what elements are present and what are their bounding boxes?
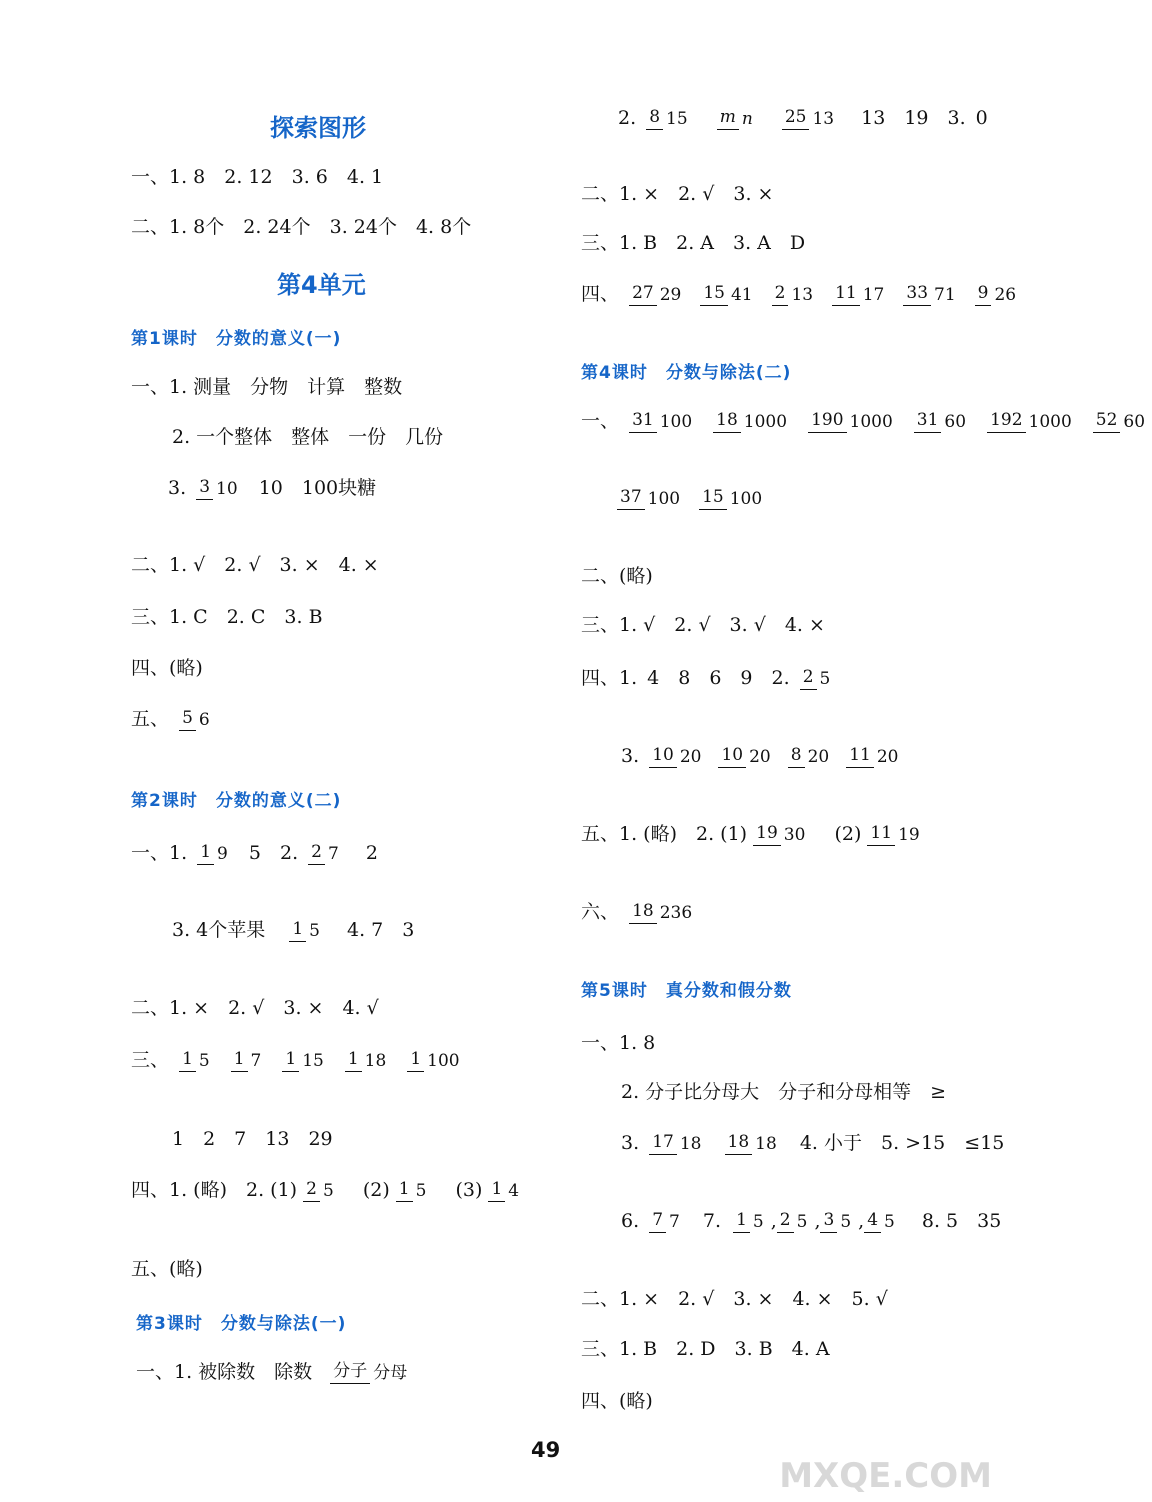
fraction-list xyxy=(175,1050,467,1072)
fraction xyxy=(788,746,832,768)
fraction: 7 7 xyxy=(649,1211,683,1233)
fraction-list xyxy=(625,411,1152,433)
numerator: 33 xyxy=(903,284,931,306)
lesson3-line-1 xyxy=(136,1362,414,1384)
separator: , xyxy=(814,1210,821,1233)
fraction: 2 5 xyxy=(800,668,834,690)
lesson5-line-7: 四、(略) xyxy=(581,1390,653,1412)
fraction: 1 9 xyxy=(197,843,231,865)
lesson1-line-5: 三、1. C 2. C 3. B xyxy=(131,606,323,628)
denominator: 100 xyxy=(729,488,763,509)
fraction-list xyxy=(727,1211,902,1233)
fraction xyxy=(713,411,790,433)
unit-title: 第4单元 xyxy=(277,271,366,299)
lesson5-line-4 xyxy=(621,1211,1001,1233)
numerator: 31 xyxy=(914,411,942,433)
lesson5-title: 第5课时 真分数和假分数 xyxy=(581,981,792,1001)
lesson3-line-4: 三、1. B 2. A 3. A D xyxy=(581,232,806,254)
numerator: 15 xyxy=(699,488,727,510)
lesson3-line-3: 二、1. × 2. √ 3. × xyxy=(581,183,774,205)
denominator: 20 xyxy=(876,746,899,767)
lesson3-title: 第3课时 分数与除法(一) xyxy=(136,1314,347,1334)
separator: , xyxy=(770,1210,777,1233)
fraction-list xyxy=(645,746,905,768)
denominator: 7 xyxy=(250,1050,262,1071)
text: 4. 7 3 xyxy=(347,919,415,942)
denominator: 15 xyxy=(302,1050,324,1071)
denominator: 17 xyxy=(862,284,885,305)
numerator: 192 xyxy=(987,411,1025,433)
text: (2) xyxy=(362,1179,390,1202)
lesson2-line-5: 1 2 7 13 29 xyxy=(172,1128,333,1150)
numerator: 52 xyxy=(1093,411,1121,433)
denominator: 26 xyxy=(994,284,1017,305)
lesson5-line-1: 一、1. 8 xyxy=(581,1032,656,1054)
lesson5-line-5: 二、1. × 2. √ 3. × 4. × 5. √ xyxy=(581,1288,888,1310)
page-number: 49 xyxy=(531,1438,561,1462)
fraction: 11 19 xyxy=(867,824,922,846)
denominator: 100 xyxy=(427,1050,460,1071)
line-prefix: 3. xyxy=(168,477,187,500)
lesson3-line-2 xyxy=(618,108,988,130)
line-prefix: 三、 xyxy=(131,1049,170,1072)
fraction: 17 18 xyxy=(649,1133,704,1155)
numerator: 1 xyxy=(407,1050,424,1072)
numerator: 1 xyxy=(733,1211,750,1233)
lesson3-line-5 xyxy=(581,284,1023,306)
fraction xyxy=(832,284,887,306)
fraction: 8 15 xyxy=(646,108,690,130)
denominator: 20 xyxy=(807,746,830,767)
numerator: 37 xyxy=(617,488,645,510)
lesson4-line-5 xyxy=(581,668,837,690)
text: 3. xyxy=(621,1132,640,1155)
lesson1-line-1: 一、1. 测量 分物 计算 整数 xyxy=(131,376,403,398)
lesson2-line-7: 五、(略) xyxy=(131,1258,203,1280)
lesson5-line-6: 三、1. B 2. D 3. B 4. A xyxy=(581,1338,830,1360)
fraction xyxy=(231,1050,265,1072)
denominator: 20 xyxy=(749,746,771,767)
line-prefix: 一、 xyxy=(581,410,620,433)
line-prefix: 四、 xyxy=(581,283,620,306)
lesson5-line-2: 2. 分子比分母大 分子和分母相等 ≥ xyxy=(621,1081,947,1103)
fraction xyxy=(975,284,1019,306)
lesson2-line-6 xyxy=(131,1180,526,1202)
fraction xyxy=(903,284,958,306)
text: 一、1. 被除数 除数 xyxy=(136,1361,313,1384)
line-prefix: 五、 xyxy=(131,708,170,731)
numerator: 1 xyxy=(179,1050,196,1072)
numerator: 31 xyxy=(629,411,657,433)
denominator: 5 xyxy=(198,1050,210,1071)
fraction: m n xyxy=(717,108,756,130)
fraction xyxy=(282,1050,326,1072)
numerator: 27 xyxy=(629,284,657,306)
line-prefix: 3. xyxy=(621,745,640,768)
watermark: MXQE.COM xyxy=(779,1456,992,1496)
text: 5 2. xyxy=(248,842,299,865)
denominator: 5 xyxy=(796,1211,808,1232)
denominator: 13 xyxy=(791,284,814,305)
fraction: 2 7 xyxy=(308,843,342,865)
numerator: 11 xyxy=(846,746,874,768)
lesson4-line-2 xyxy=(613,488,769,510)
line-rest: 10 100块糖 xyxy=(258,477,377,500)
explore-line-2: 二、1. 8个 2. 24个 3. 24个 4. 8个 xyxy=(131,216,472,238)
numerator: 15 xyxy=(700,284,728,306)
denominator: 29 xyxy=(659,284,682,305)
fraction xyxy=(345,1050,389,1072)
denominator: 100 xyxy=(647,488,681,509)
fraction xyxy=(629,284,684,306)
text: (2) xyxy=(834,823,862,846)
text: (3) xyxy=(455,1179,483,1202)
numerator: 1 xyxy=(345,1050,362,1072)
text: 五、1. (略) 2. (1) xyxy=(581,823,748,846)
denominator: 1000 xyxy=(849,411,893,432)
lesson2-line-1 xyxy=(131,843,378,865)
lesson1-line-6: 四、(略) xyxy=(131,657,203,679)
explore-line-1: 一、1. 8 2. 12 3. 6 4. 1 xyxy=(131,166,384,188)
numerator: 18 xyxy=(713,411,741,433)
fraction: 2 5 xyxy=(303,1180,337,1202)
lesson4-line-1 xyxy=(581,411,1152,433)
lesson4-line-3: 二、(略) xyxy=(581,565,653,587)
fraction xyxy=(699,488,765,510)
fraction xyxy=(777,1211,811,1233)
fraction xyxy=(846,746,901,768)
text: 13 19 3. 0 xyxy=(861,107,988,130)
numerator: 1 xyxy=(231,1050,248,1072)
denominator: 5 xyxy=(884,1211,895,1232)
fraction xyxy=(733,1211,767,1233)
fraction: 分子 分母 xyxy=(330,1362,410,1384)
section-title-explore: 探索图形 xyxy=(270,114,366,142)
lesson4-line-6 xyxy=(621,746,906,768)
text: 一、1. xyxy=(131,842,188,865)
text: 四、1. 4 8 6 9 2. xyxy=(581,667,790,690)
denominator: 20 xyxy=(679,746,702,767)
lesson4-line-8 xyxy=(581,902,699,924)
lesson1-line-2: 2. 一个整体 整体 一份 几份 xyxy=(172,426,444,448)
numerator: 190 xyxy=(808,411,846,433)
fraction: 1 4 xyxy=(488,1180,522,1202)
lesson1-title: 第1课时 分数的意义(一) xyxy=(131,329,342,349)
denominator: 18 xyxy=(364,1050,387,1071)
text: 四、1. (略) 2. (1) xyxy=(131,1179,298,1202)
fraction xyxy=(649,746,704,768)
text: 7. xyxy=(702,1210,722,1233)
denominator: 5 xyxy=(840,1211,852,1232)
text: 3. 4个苹果 xyxy=(172,919,266,942)
lesson4-line-4: 三、1. √ 2. √ 3. √ 4. × xyxy=(581,614,825,636)
fraction: 18 18 xyxy=(725,1133,780,1155)
fraction: 1 5 xyxy=(396,1180,430,1202)
text: 2. xyxy=(618,107,637,130)
lesson1-line-7 xyxy=(131,709,217,731)
numerator: 8 xyxy=(788,746,805,768)
numerator: 10 xyxy=(649,746,677,768)
denominator: 41 xyxy=(730,284,753,305)
denominator: 60 xyxy=(1123,411,1146,432)
separator: , xyxy=(858,1210,865,1233)
fraction xyxy=(617,488,683,510)
text: 六、 xyxy=(581,901,620,924)
numerator: 3 xyxy=(820,1211,837,1233)
fraction: 25 13 xyxy=(782,108,837,130)
denominator: 1000 xyxy=(1028,411,1072,432)
numerator: 2 xyxy=(772,284,789,306)
fraction xyxy=(820,1211,854,1233)
fraction xyxy=(179,1050,213,1072)
denominator: 71 xyxy=(934,284,956,305)
fraction: 3 10 xyxy=(196,478,240,500)
lesson5-line-3 xyxy=(621,1133,1004,1155)
fraction xyxy=(864,1211,898,1233)
denominator: 60 xyxy=(944,411,967,432)
lesson1-line-3 xyxy=(168,478,376,500)
fraction xyxy=(772,284,816,306)
text: 4. 小于 5. >15 ≤15 xyxy=(799,1132,1005,1155)
numerator: 2 xyxy=(777,1211,794,1233)
text: 6. xyxy=(621,1210,640,1233)
fraction xyxy=(407,1050,462,1072)
fraction-list xyxy=(613,488,769,510)
fraction: 18 236 xyxy=(629,902,695,924)
fraction-list xyxy=(625,284,1023,306)
numerator: 9 xyxy=(975,284,992,306)
fraction: 19 30 xyxy=(753,824,808,846)
numerator: 4 xyxy=(864,1211,881,1233)
fraction xyxy=(629,411,695,433)
numerator: 1 xyxy=(282,1050,299,1072)
lesson2-line-4 xyxy=(131,1050,467,1072)
denominator: 5 xyxy=(752,1211,764,1232)
denominator: 100 xyxy=(659,411,693,432)
text: 2 xyxy=(365,842,378,865)
numerator: 10 xyxy=(718,746,746,768)
fraction xyxy=(808,411,896,433)
numerator: 11 xyxy=(832,284,860,306)
lesson4-line-7 xyxy=(581,824,927,846)
fraction xyxy=(987,411,1075,433)
fraction xyxy=(700,284,755,306)
fraction xyxy=(914,411,969,433)
denominator: 1000 xyxy=(743,411,788,432)
lesson2-title: 第2课时 分数的意义(二) xyxy=(131,791,342,811)
lesson2-line-2 xyxy=(172,920,414,942)
text: 8. 5 35 xyxy=(921,1210,1002,1233)
fraction xyxy=(1093,411,1148,433)
lesson1-line-4: 二、1. √ 2. √ 3. × 4. × xyxy=(131,554,379,576)
lesson2-line-3: 二、1. × 2. √ 3. × 4. √ xyxy=(131,997,379,1019)
lesson4-title: 第4课时 分数与除法(二) xyxy=(581,363,792,383)
fraction: 1 5 xyxy=(289,920,323,942)
fraction: 5 6 xyxy=(179,709,213,731)
fraction xyxy=(718,746,773,768)
